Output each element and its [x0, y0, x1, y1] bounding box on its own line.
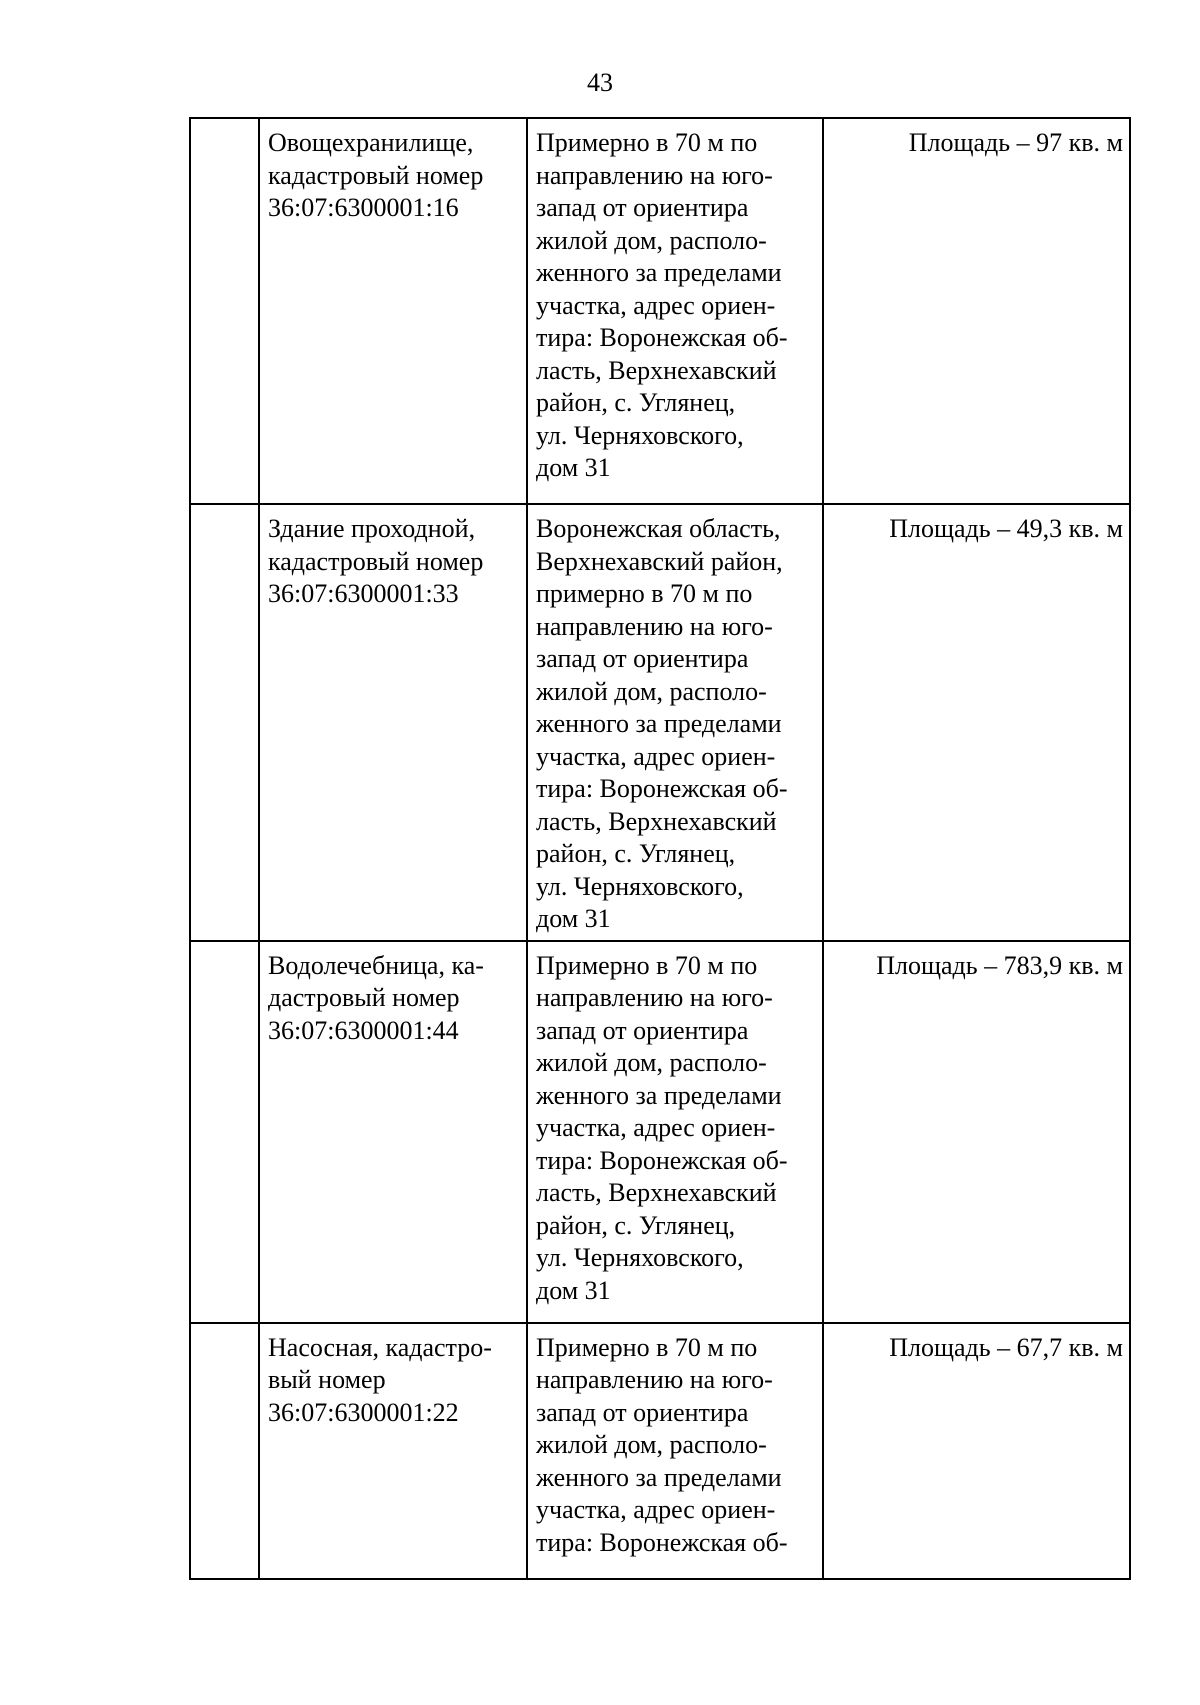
area-cell: Площадь – 49,3 кв. м	[823, 504, 1130, 941]
table-row	[190, 1323, 1130, 1579]
address-cell: Примерно в 70 м по направлению на юго- запад от ориентира жилой дом, располо- женного за пределами участка, адрес ориен- тира: Воронежская об- ласть, Верхнехавский район, с. Углянец, ул. Черняховского, дом 31	[527, 118, 823, 504]
object-name-cell: Здание проходной, кадастровый номер 36:07:6300001:33	[259, 504, 527, 941]
area-cell: Площадь – 783,9 кв. м	[823, 941, 1130, 1323]
address-cell: Воронежская область, Верхнехавский район, примерно в 70 м по направлению на юго- запад от ориентира жилой дом, располо- женного за пределами участка, адрес ориен- тира: Воронежская об- ласть, Верхнехавский район, с. Углянец, ул. Черняховского, дом 31	[527, 504, 823, 941]
row-number-cell	[190, 941, 259, 1323]
address-cell: Примерно в 70 м по направлению на юго- запад от ориентира жилой дом, располо- женного за пределами участка, адрес ориен- тира: Воронежская об-	[527, 1323, 823, 1579]
address-cell: Примерно в 70 м по направлению на юго- запад от ориентира жилой дом, располо- женного за пределами участка, адрес ориен- тира: Воронежская об- ласть, Верхнехавский район, с. Углянец, ул. Черняховского, дом 31	[527, 941, 823, 1323]
row-number-cell	[190, 118, 259, 504]
object-name-cell: Водолечебница, ка- дастровый номер 36:07:6300001:44	[259, 941, 527, 1323]
row-number-cell	[190, 504, 259, 941]
page-number: 43	[587, 68, 613, 97]
area-cell: Площадь – 97 кв. м	[823, 118, 1130, 504]
table-row	[190, 118, 1130, 504]
table-row	[190, 504, 1130, 941]
row-number-cell	[190, 1323, 259, 1579]
table-row	[190, 941, 1130, 1323]
area-cell: Площадь – 67,7 кв. м	[823, 1323, 1130, 1579]
property-table	[189, 117, 1131, 1580]
object-name-cell: Насосная, кадастро- вый номер 36:07:6300001:22	[259, 1323, 527, 1579]
object-name-cell: Овощехранилище, кадастровый номер 36:07:6300001:16	[259, 118, 527, 504]
